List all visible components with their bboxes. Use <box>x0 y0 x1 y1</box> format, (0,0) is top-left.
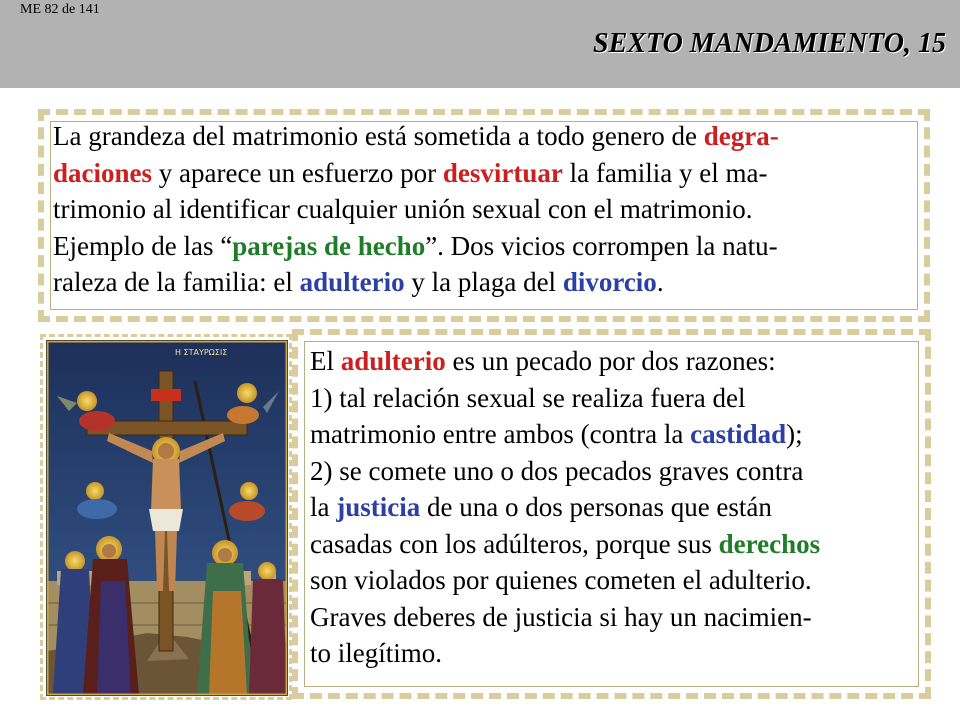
highlighted-term: degra- <box>703 121 779 151</box>
highlighted-term: parejas de hecho <box>232 230 426 261</box>
top-line <box>53 191 923 228</box>
text-run: Graves deberes de justicia si hay un nacimien- <box>310 601 812 632</box>
page-count: ME 82 de 141 <box>20 2 100 17</box>
highlighted-term: adulterio <box>299 267 405 297</box>
bottom-line <box>310 380 922 417</box>
text-run: casadas con los adúlteros, porque sus <box>310 528 719 559</box>
slide-title: SEXTO MANDAMIENTO, 15 <box>593 28 946 59</box>
top-paragraph <box>53 118 923 301</box>
bottom-line <box>310 562 922 599</box>
text-run: es un pecado por dos razones: <box>445 346 776 376</box>
top-line <box>53 155 923 192</box>
bottom-line <box>310 489 922 526</box>
highlighted-term: daciones <box>53 157 153 188</box>
highlighted-term: castidad <box>690 419 787 449</box>
text-run: y aparece un esfuerzo por <box>152 157 443 188</box>
highlighted-term: justicia <box>336 492 421 522</box>
slide-header <box>0 0 960 88</box>
bottom-line <box>310 343 922 380</box>
highlighted-term: derechos <box>718 528 821 559</box>
text-run: la familia y el ma- <box>562 157 768 188</box>
text-run: la <box>310 492 337 522</box>
bottom-line <box>310 416 922 453</box>
text-run: de una o dos personas que están <box>420 492 772 522</box>
highlighted-term: adulterio <box>340 346 446 376</box>
text-run: y la plaga del <box>404 267 563 297</box>
bottom-line <box>310 635 922 672</box>
text-run: ); <box>786 419 803 449</box>
top-line <box>53 228 923 265</box>
text-run: Ejemplo de las “ <box>53 230 233 261</box>
text-run: 2) se comete uno o dos pecados graves contra <box>310 455 804 486</box>
text-run: El <box>310 346 341 376</box>
bottom-line <box>310 599 922 636</box>
text-run: . <box>656 267 664 297</box>
bottom-paragraph <box>310 343 922 672</box>
top-line <box>53 118 923 155</box>
text-run: matrimonio entre ambos (contra la <box>310 419 691 449</box>
highlighted-term: desvirtuar <box>442 157 563 188</box>
text-run: ”. Dos vicios corrompen la natu- <box>425 230 778 261</box>
text-run: 1) tal relación sexual se realiza fuera del <box>310 382 746 413</box>
text-run: son violados por quienes cometen el adulterio. <box>310 565 812 595</box>
highlighted-term: divorcio <box>562 267 657 297</box>
crucifixion-icon-image <box>46 340 288 696</box>
text-run: La grandeza del matrimonio está sometida a todo genero de <box>53 121 704 151</box>
top-line <box>53 264 923 301</box>
bottom-line <box>310 526 922 563</box>
text-run: to ilegítimo. <box>310 638 442 668</box>
text-run: raleza de la familia: el <box>53 267 300 297</box>
icon-inscription: Η ΣΤΑΥΡΩΣΙΣ <box>175 348 228 357</box>
text-run: trimonio al identificar cualquier unión sexual con el matrimonio. <box>53 194 753 224</box>
bottom-line <box>310 453 922 490</box>
